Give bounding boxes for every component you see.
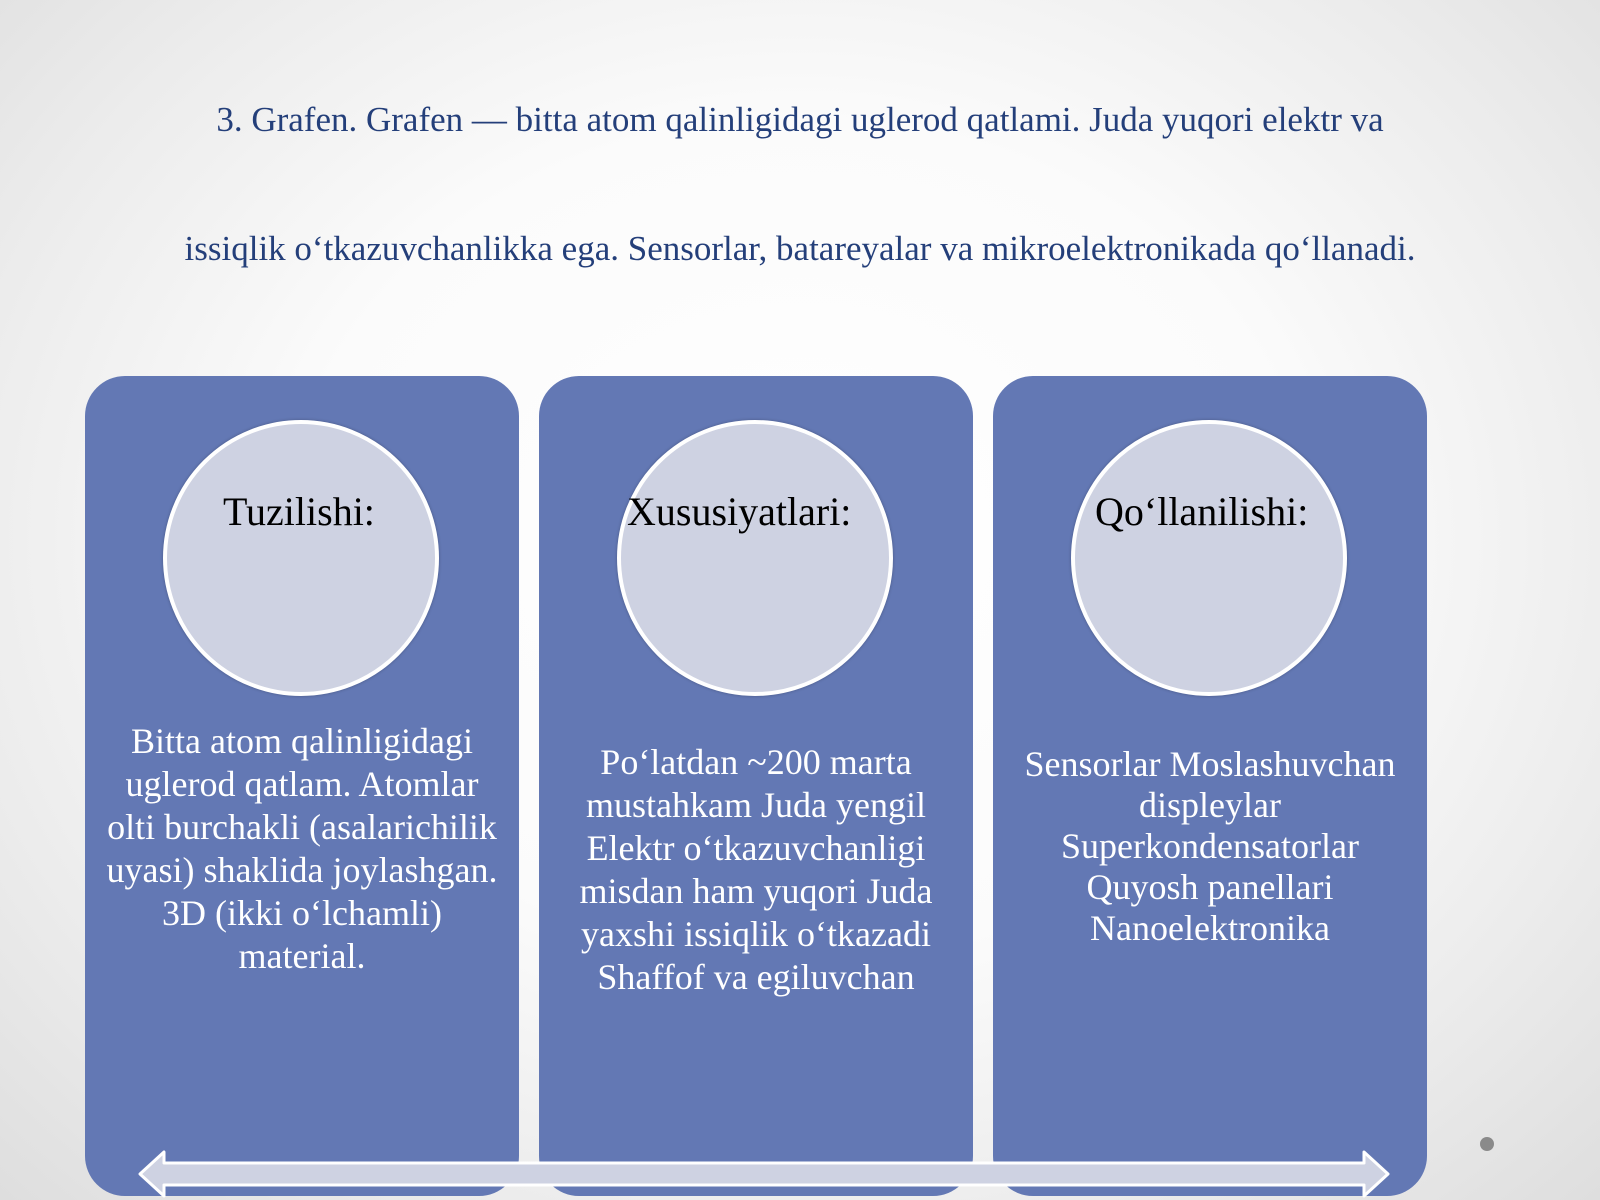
circle-xususiyatlari xyxy=(617,420,893,696)
double-headed-arrow-icon xyxy=(138,1150,1390,1198)
panel-title: Xususiyatlari: xyxy=(627,489,852,534)
panel-text: Bitta atom qalinligidagi uglerod qatlam. Atomlar olti burchakli (asalarichilik uyasi) shaklida joylashgan. 3D (ikki o‘lchamli) material. xyxy=(106,721,498,976)
circle-tuzilishi xyxy=(163,420,439,696)
panel-text: Sensorlar Moslashuvchan displeylar Superkondensatorlar Quyosh panellari Nanoelektronika xyxy=(1024,744,1396,948)
slide-dot-icon xyxy=(1480,1137,1494,1151)
panel-title: Tuzilishi: xyxy=(223,489,375,534)
heading-line-1: 3. Grafen. Grafen — bitta atom qalinligidagi uglerod qatlami. Juda yuqori elektr va xyxy=(216,100,1384,139)
panel-qollanilishi xyxy=(993,376,1427,1196)
heading-line-2: issiqlik o‘tkazuvchanlikka ega. Sensorlar, batareyalar va mikroelektronikada qo‘llanadi. xyxy=(184,229,1416,268)
panel-tuzilishi xyxy=(85,376,519,1196)
circle-qollanilishi xyxy=(1071,420,1347,696)
panel-title: Qo‘llanilishi: xyxy=(1095,489,1309,534)
panel-text: Po‘latdan ~200 marta mustahkam Juda yengil Elektr o‘tkazuvchanligi misdan ham yuqori Juda yaxshi issiqlik o‘tkazadi Shaffof va egiluvchan xyxy=(579,742,933,997)
panel-xususiyatlari xyxy=(539,376,973,1196)
